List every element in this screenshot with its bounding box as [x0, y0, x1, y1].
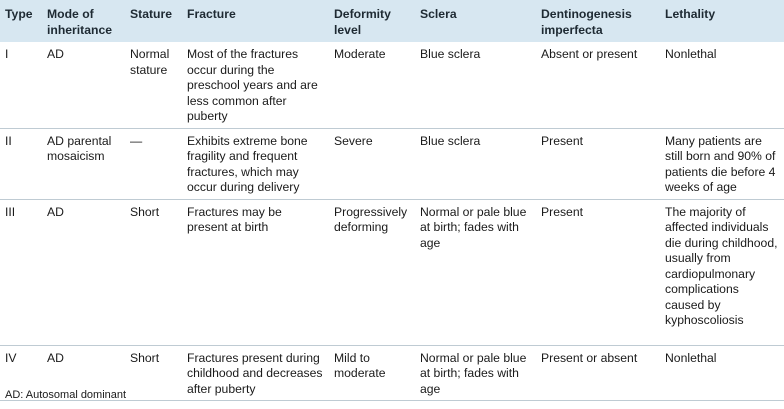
- cell-stature: Short: [130, 204, 160, 219]
- cell-sclera: Blue sclera: [420, 47, 481, 61]
- cell-stature: Short: [130, 350, 160, 365]
- cell-dentinogenesis-imperfecta: Absent or present: [541, 47, 638, 61]
- cell-sclera: Normal or pale blue at birth; fades with age: [420, 204, 527, 250]
- cell-mode-of-inheritance: AD: [47, 350, 64, 365]
- header-lethality: Lethality: [660, 0, 784, 42]
- cell-type: III: [5, 204, 16, 219]
- cell-lethality: Nonlethal: [665, 47, 717, 61]
- cell-dentinogenesis-imperfecta: Present or absent: [541, 350, 638, 365]
- cell-deformity-level: Moderate: [334, 47, 386, 61]
- table-row: [0, 128, 784, 199]
- header-sclera: Sclera: [415, 0, 536, 42]
- cell-deformity-level: Severe: [334, 133, 373, 148]
- table-footnote: AD: Autosomal dominant: [5, 389, 127, 401]
- cell-mode-of-inheritance: AD parental mosaicism: [47, 133, 112, 163]
- cell-sclera: Blue sclera: [420, 133, 481, 148]
- cell-fracture: Exhibits extreme bone fragility and frequent fractures, which may occur during delivery: [187, 133, 308, 194]
- cell-stature: Normal stature: [130, 47, 170, 77]
- cell-deformity-level: Progressively deforming: [334, 204, 408, 234]
- header-mode-of-inheritance: Mode of inheritance: [42, 0, 125, 42]
- cell-dentinogenesis-imperfecta: Present: [541, 133, 584, 148]
- cell-mode-of-inheritance: AD: [47, 204, 64, 219]
- table-row: [0, 42, 784, 128]
- cell-deformity-level: Mild to moderate: [334, 350, 386, 380]
- cell-type: II: [5, 133, 12, 148]
- cell-mode-of-inheritance: AD: [47, 47, 64, 61]
- cell-sclera: Normal or pale blue at birth; fades with age: [420, 350, 527, 396]
- header-stature: Stature: [125, 0, 182, 42]
- header-type: Type: [0, 0, 42, 42]
- header-deformity-level: Deformity level: [329, 0, 415, 42]
- cell-lethality: The majority of affected individuals die during childhood, usually from cardiopulmonary complications caused by kyphoscoliosis: [665, 204, 778, 327]
- cell-stature: —: [130, 133, 143, 148]
- cell-dentinogenesis-imperfecta: Present: [541, 204, 584, 219]
- header-fracture: Fracture: [182, 0, 329, 42]
- cell-fracture: Fractures may be present at birth: [187, 204, 282, 234]
- cell-lethality: Nonlethal: [665, 350, 717, 365]
- header-row: [0, 0, 784, 42]
- cell-fracture: Fractures present during childhood and decreases after puberty: [187, 350, 323, 396]
- table-row: [0, 199, 784, 345]
- cell-type: I: [5, 47, 9, 61]
- cell-type: IV: [5, 350, 17, 365]
- cell-fracture: Most of the fractures occur during the preschool years and are less common after puberty: [187, 47, 318, 123]
- header-dentinogenesis-imperfecta: Dentinogenesis imperfecta: [536, 0, 660, 42]
- cell-lethality: Many patients are still born and 90% of patients die before 4 weeks of age: [665, 133, 776, 194]
